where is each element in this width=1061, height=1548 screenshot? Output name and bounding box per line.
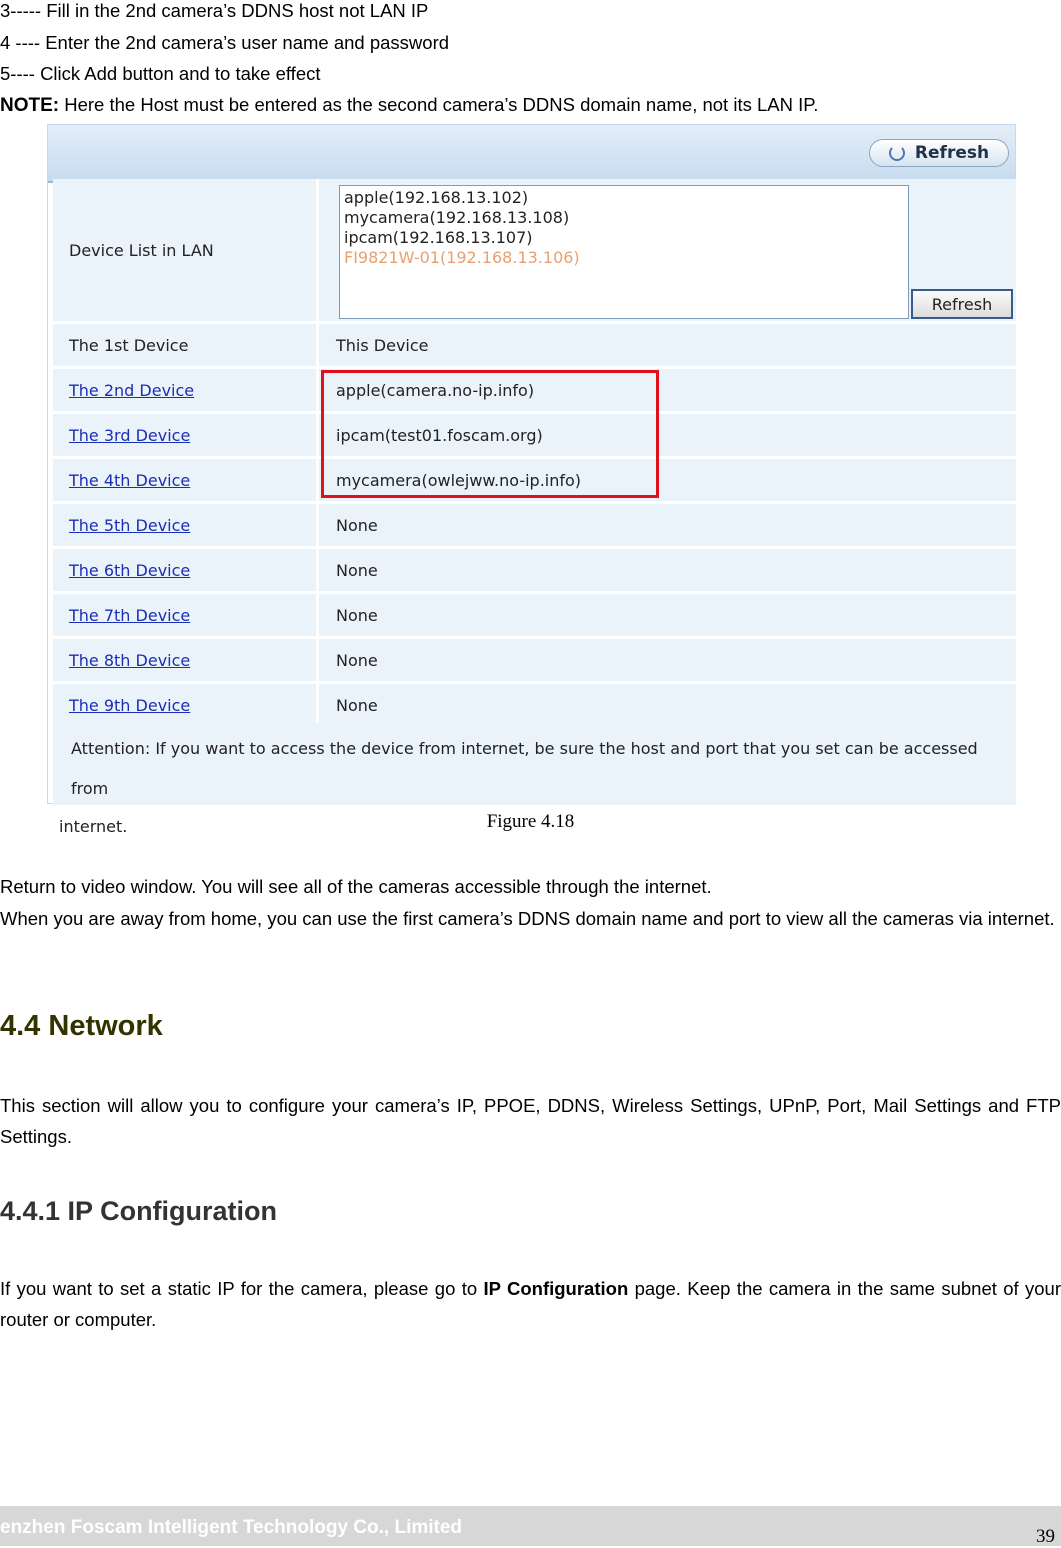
device-link-5[interactable]: The 5th Device — [69, 515, 191, 535]
device-value-8: None — [336, 650, 378, 670]
heading-network: 4.4 Network — [0, 1010, 163, 1042]
device-link-9[interactable]: The 9th Device — [69, 695, 191, 715]
step-3-line: 3----- Fill in the 2nd camera’s DDNS host not LAN IP — [0, 0, 429, 21]
device-row-6 — [53, 549, 1016, 594]
list-item[interactable]: apple(192.168.13.102) — [344, 188, 529, 207]
list-refresh-button[interactable]: Refresh — [911, 289, 1013, 319]
device-value-4: mycamera(owlejww.no-ip.info) — [336, 470, 582, 490]
device-row-7 — [53, 594, 1016, 639]
note-text: Here the Host must be entered as the second camera’s DDNS domain name, not its LAN IP. — [59, 94, 819, 115]
figure-caption: Figure 4.18 — [486, 811, 575, 832]
para-network: This section will allow you to configure your camera’s IP, PPOE, DDNS, Wireless Settings, UPnP, Port, Mail Settings and FTP Settings. — [0, 1095, 1061, 1147]
device-value-2: apple(camera.no-ip.info) — [336, 380, 535, 400]
device-value-5: None — [336, 515, 378, 535]
screenshot-toolbar — [48, 125, 1015, 183]
device-list-row — [53, 179, 1016, 324]
para-away-from-home: When you are away from home, you can use the first camera’s DDNS domain name and port to view all the cameras via internet. — [0, 908, 1055, 929]
para-ip-configuration — [0, 1273, 1061, 1335]
step-4-line: 4 ---- Enter the 2nd camera’s user name and password — [0, 32, 450, 53]
device-row-1 — [53, 324, 1016, 369]
list-item[interactable]: FI9821W-01(192.168.13.106) — [344, 248, 580, 267]
attention-line-1: Attention: If you want to access the device from internet, be sure the host and port that you set can be accessed from — [71, 739, 978, 798]
para-ip-after: page. Keep the camera in the same subnet of your router or computer. — [0, 1278, 1061, 1330]
device-value-9: None — [336, 695, 378, 715]
device-link-4[interactable]: The 4th Device — [69, 470, 191, 490]
heading-ip-configuration: 4.4.1 IP Configuration — [0, 1196, 278, 1226]
ip-configuration-term: IP Configuration — [483, 1278, 629, 1299]
attention-line-2: internet. — [59, 817, 128, 836]
top-refresh-button[interactable] — [869, 139, 1009, 167]
page-number: 39 — [1036, 1526, 1055, 1547]
device-list-label: Device List in LAN — [53, 179, 319, 321]
list-item[interactable]: mycamera(192.168.13.108) — [344, 208, 570, 227]
red-highlight-box — [321, 370, 659, 498]
device-row-8 — [53, 639, 1016, 684]
para-ip-before: If you want to set a static IP for the camera, please go to — [0, 1278, 484, 1299]
device-link-2[interactable]: The 2nd Device — [69, 380, 195, 400]
device-value-7: None — [336, 605, 378, 625]
device-link-6[interactable]: The 6th Device — [69, 560, 191, 580]
top-refresh-label: Refresh — [914, 143, 990, 163]
footer-company: enzhen Foscam Intelligent Technology Co., Limited — [0, 1517, 463, 1538]
device-value-1: This Device — [336, 335, 429, 355]
device-link-7[interactable]: The 7th Device — [69, 605, 191, 625]
note-line — [0, 94, 818, 117]
device-value-6: None — [336, 560, 378, 580]
device-link-3[interactable]: The 3rd Device — [69, 425, 191, 445]
device-label-1: The 1st Device — [53, 324, 319, 366]
device-row-5 — [53, 504, 1016, 549]
device-link-8[interactable]: The 8th Device — [69, 650, 191, 670]
device-value-3: ipcam(test01.foscam.org) — [336, 425, 543, 445]
para-return-line: Return to video window. You will see all of the cameras accessible through the internet. — [0, 876, 712, 897]
device-list-box[interactable] — [339, 185, 909, 319]
note-label: NOTE: — [0, 95, 60, 116]
step-5-line: 5---- Click Add button and to take effect — [0, 63, 321, 84]
list-item[interactable]: ipcam(192.168.13.107) — [344, 228, 533, 247]
refresh-icon — [889, 145, 905, 161]
